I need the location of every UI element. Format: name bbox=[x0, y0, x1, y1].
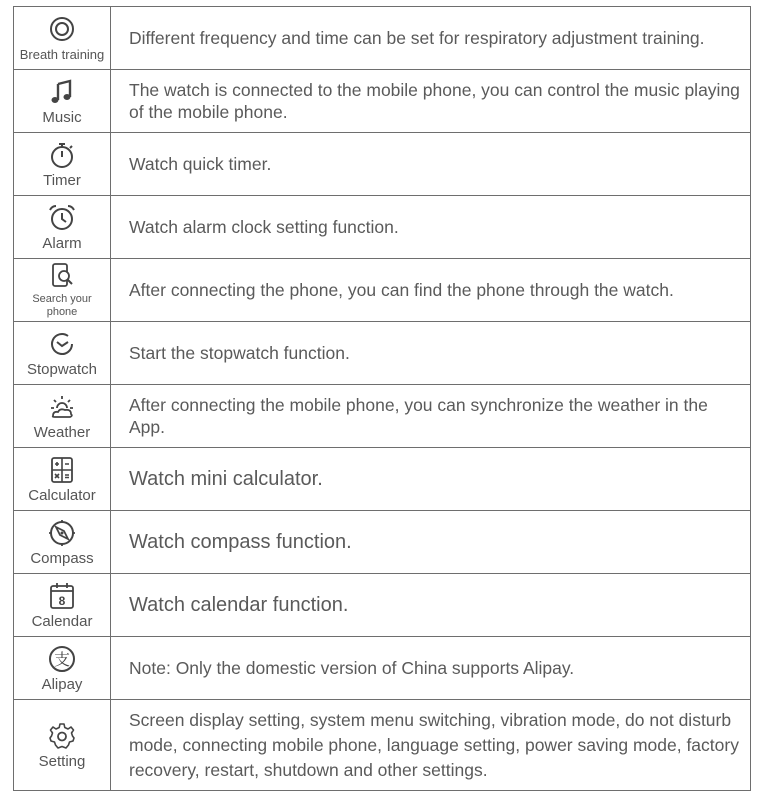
icon-cell bbox=[14, 322, 111, 385]
weather-icon bbox=[47, 392, 77, 422]
table-row bbox=[14, 196, 751, 259]
feature-description: Watch alarm clock setting function. bbox=[111, 196, 751, 259]
feature-label: Breath training bbox=[19, 46, 105, 62]
alarm-clock-icon bbox=[47, 203, 77, 233]
feature-description: Watch compass function. bbox=[111, 511, 751, 574]
icon-cell bbox=[14, 7, 111, 70]
feature-label: Calendar bbox=[31, 612, 93, 630]
compass-icon bbox=[47, 518, 77, 548]
feature-description: Watch mini calculator. bbox=[111, 448, 751, 511]
feature-label: Search your phone bbox=[32, 293, 92, 318]
feature-label: Alarm bbox=[42, 234, 82, 252]
table-row bbox=[14, 574, 751, 637]
feature-label: Setting bbox=[38, 752, 86, 770]
stopwatch-icon bbox=[47, 329, 77, 359]
feature-description: Watch calendar function. bbox=[111, 574, 751, 637]
table-row bbox=[14, 448, 751, 511]
calculator-icon bbox=[47, 455, 77, 485]
feature-description: Screen display setting, system menu switching, vibration mode, do not disturb mode, connecting mobile phone, language setting, power saving mode, factory recovery, restart, shutdown and other settings. bbox=[111, 700, 751, 791]
icon-cell bbox=[14, 259, 111, 322]
alipay-icon bbox=[47, 644, 77, 674]
feature-description: After connecting the phone, you can find the phone through the watch. bbox=[111, 259, 751, 322]
feature-label: Compass bbox=[30, 549, 94, 567]
timer-icon bbox=[47, 140, 77, 170]
feature-description: Different frequency and time can be set for respiratory adjustment training. bbox=[111, 7, 751, 70]
icon-cell bbox=[14, 133, 111, 196]
feature-description: Start the stopwatch function. bbox=[111, 322, 751, 385]
music-note-icon bbox=[47, 77, 77, 107]
feature-table bbox=[13, 6, 751, 791]
feature-label: Weather bbox=[33, 423, 91, 441]
feature-label: Timer bbox=[43, 171, 81, 189]
icon-cell bbox=[14, 574, 111, 637]
feature-label: Music bbox=[42, 108, 82, 126]
breath-icon bbox=[47, 14, 77, 44]
calendar-icon bbox=[47, 581, 77, 611]
table-row bbox=[14, 70, 751, 133]
icon-cell bbox=[14, 385, 111, 448]
icon-cell bbox=[14, 637, 111, 700]
gear-icon bbox=[47, 721, 77, 751]
icon-cell bbox=[14, 448, 111, 511]
icon-cell bbox=[14, 511, 111, 574]
table-row bbox=[14, 511, 751, 574]
table-row bbox=[14, 700, 751, 791]
table-row bbox=[14, 7, 751, 70]
table-row bbox=[14, 322, 751, 385]
feature-label: Alipay bbox=[41, 675, 83, 693]
feature-description: After connecting the mobile phone, you can synchronize the weather in the App. bbox=[111, 385, 751, 448]
feature-label: Stopwatch bbox=[26, 360, 98, 378]
alipay-glyph: 支 bbox=[53, 649, 71, 669]
table-row bbox=[14, 259, 751, 322]
feature-description: Note: Only the domestic version of China supports Alipay. bbox=[111, 637, 751, 700]
icon-cell bbox=[14, 196, 111, 259]
feature-description: The watch is connected to the mobile phone, you can control the music playing of the mobile phone. bbox=[111, 70, 751, 133]
calendar-day-number: 8 bbox=[58, 593, 66, 608]
feature-description: Watch quick timer. bbox=[111, 133, 751, 196]
icon-cell bbox=[14, 70, 111, 133]
search-phone-icon bbox=[47, 261, 77, 291]
table-row bbox=[14, 133, 751, 196]
icon-cell bbox=[14, 700, 111, 791]
table-row bbox=[14, 385, 751, 448]
feature-label: Calculator bbox=[28, 486, 96, 504]
table-row bbox=[14, 637, 751, 700]
